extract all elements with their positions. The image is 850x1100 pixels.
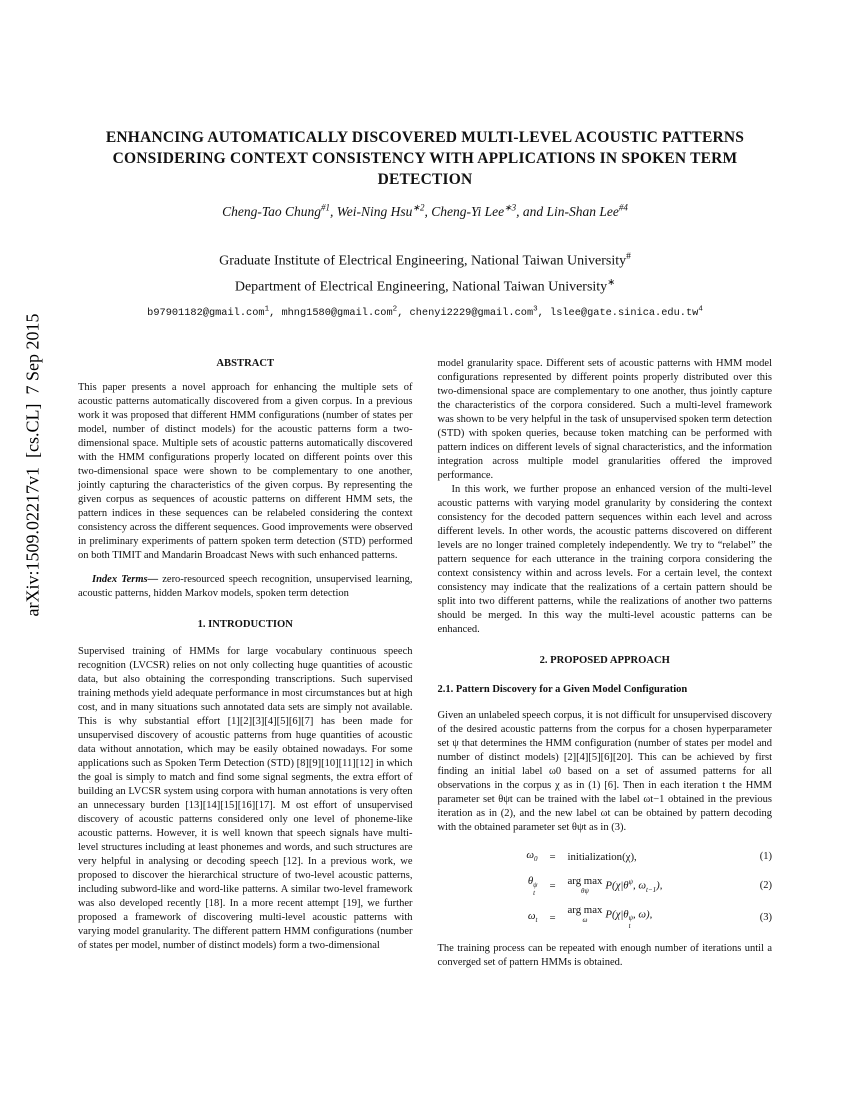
operator-underscript: ω (582, 916, 588, 925)
left-column (78, 357, 413, 970)
right-column-paragraph-2: In this work, we further propose an enhanced version of the multi-level acoustic patterns with varying model granularity by considering the context consistency for the decoded pattern sequences within each level and across different levels. In other words, the acoustic patterns discovered on different levels are no longer trained completely independently. We try to “relabel” the pattern sequence for each utterance in the training corpora considering the context consistency within and across levels. For a certain level, the context consistency may indicate that the realizations of a certain pattern should be split into two different patterns, while the realizations of another two patterns should be merged. In this way the multi-level acoustic patterns can be enhanced. (437, 484, 772, 636)
email-text: lslee@gate.sinica.edu.tw (550, 307, 699, 320)
affiliation-mark: # (626, 251, 631, 262)
training-process-paragraph: The training process can be repeated with enough number of iterations until a converged set of pattern HMMs is obtained. (437, 943, 772, 969)
author-name: Wei-Ning Hsu (336, 203, 413, 219)
email-mark: 3 (533, 305, 538, 314)
equation-2-rhs (568, 875, 741, 897)
author-affil-mark: #4 (618, 202, 628, 212)
math-text: ), (656, 879, 663, 892)
equation-2-lhs (438, 874, 538, 897)
math-var: ω (527, 909, 536, 922)
math-sub: t−1 (646, 885, 657, 894)
right-column (438, 357, 773, 970)
affiliation-text: Department of Electrical Engineering, National Taiwan University (234, 279, 608, 295)
affiliation-mark: ∗ (607, 278, 616, 289)
equation-3-relation: = (549, 911, 556, 924)
equation-1 (438, 848, 773, 866)
abstract-text: This paper presents a novel approach for enhancing the multiple sets of acoustic patterns automatically discovered from a given corpus. In a previous work it was proposed that different HMM configurations (number of states per model, number of distinct models) for the acoustic patterns form a two-dimensional space. Multiple sets of acoustic patterns automatically discovered with the HMM configurations properly located on different points over this two-dimensional space were shown to be complementary to one another, jointly capturing the characteristics of the given corpus. By representing the given corpus as sequences of acoustic patterns on different HMM sets, the pattern indices in these sequences can be relabeled considering the context consistency across the different sequences. Good improvements were observed in preliminary experiments of pattern spoken term detection (STD) performed on both TIMIT and Mandarin Broadcast News with such enhanced patterns. (78, 382, 413, 562)
email-text: mhng1580@gmail.com (281, 307, 393, 320)
author-name: Lin-Shan Lee (546, 203, 619, 219)
author-separator: , and (516, 203, 547, 219)
email-address (147, 307, 281, 319)
abstract-heading: ABSTRACT (216, 358, 275, 370)
email-address (281, 307, 409, 319)
equation-number: (2) (759, 879, 772, 891)
argmax-operator (568, 905, 603, 925)
email-address (550, 307, 703, 319)
author-name: Cheng-Yi Lee (431, 203, 505, 219)
email-text: b97901182@gmail.com (147, 307, 265, 320)
operator-text: arg max (567, 904, 603, 917)
email-address (410, 307, 550, 319)
equation-2-relation: = (549, 879, 556, 892)
math-text: , ω (632, 879, 646, 892)
equation-2 (438, 874, 773, 897)
argmax-operator (568, 876, 603, 896)
index-terms-list: zero-resourced speech recognition, unsupervised learning, acoustic patterns, hidden Markov models, spoken term detection (78, 574, 413, 600)
affiliation-line-2 (0, 272, 850, 299)
equation-3 (438, 905, 773, 930)
right-column-paragraph-1: model granularity space. Different sets of acoustic patterns with HMM model configurations represented by different points properly distributed over this two-dimensional space are complementary to one another, thus jointly capture the characteristics of the corpora considered. Such a multi-level framework was shown to be very helpful in the task of unsupervised spoken term detection (STD) with spoken queries, because token matching can be performed with pattern indices on different levels of signal characteristics, and the information integration across multiple model granularities offered the improved performance. (437, 358, 772, 482)
math-sup: ψ (628, 877, 633, 886)
operator-text: arg max (567, 875, 603, 888)
section-heading-introduction: 1. INTRODUCTION (197, 619, 293, 631)
equation-1-lhs (438, 848, 538, 866)
equation-block (438, 848, 773, 930)
author-affil-mark: ∗3 (504, 202, 517, 212)
math-var: ω (526, 849, 534, 862)
equation-number: (3) (759, 911, 772, 923)
math-sub: t (533, 888, 536, 897)
equation-3-lhs (438, 909, 538, 927)
author (337, 204, 431, 219)
math-sub: t (535, 915, 538, 924)
author-name: Cheng-Tao Chung (222, 203, 322, 219)
affiliation-line-1 (0, 246, 850, 273)
arxiv-stamp: arXiv:1509.02217v1 [cs.CL] 7 Sep 2015 (22, 313, 43, 617)
email-mark: 2 (392, 305, 398, 314)
index-terms (78, 573, 413, 601)
author-affil-mark: #1 (321, 202, 331, 212)
author (222, 204, 337, 219)
emails-line (0, 306, 850, 319)
proposed-approach-paragraph: Given an unlabeled speech corpus, it is not difficult for unsupervised discovery of the desired acoustic patterns from the corpus for a chosen hyperparameter set ψ that determines the HMM configuration (number of states per model and number of distinct models) [2][4][5][6][20]. This can be achieved by first finding an initial label ω0 based on a set of assumed patterns for all observations in the corpus χ as in (1) [6]. Then in each iteration t the HMM parameter set θψt can be trained with the label ωt−1 obtained in the previous iteration as in (2), and the new label ωt can be obtained by pattern decoding with the obtained parameter set θψt as in (3). (437, 710, 772, 834)
email-separator: , (537, 307, 551, 320)
email-separator: , (269, 307, 282, 320)
equation-1-rhs: initialization(χ), (567, 851, 637, 864)
math-text: P(χ|θ (605, 908, 629, 921)
introduction-paragraph: Supervised training of HMMs for large vocabulary continuous speech recognition (LVCSR) relies on not only collecting huge quantities of acoustic data, but also obtaining the corresponding transcriptions. Such supervised training methods yield adequate performance in most circumstances but at high cost, and in many situations such annotated data sets are simply not available. This is why substantial effort [1][2][3][4][5][6][7] has been made for unsupervised discovery of acoustic patterns from huge quantities of acoustic data without annotation, which may be easily obtained nowadays. For some applications such as Spoken Term Detection (STD) [8][9][10][11][12] in which the goal is simply to match and find some signal segments, the extra effort of building an LVCSR system using corpora with human annotations is very often an unnecessary burden [13][14][15][16][17]. M ost effort of unsupervised discovery of acoustic patterns considered only one level of phoneme-like acoustic patterns. However, it is well known that speech signals have multi-level structures including at least phonemes and words, and such structures are very helpful in analysing or decoding speech [12]. In a previous work, we proposed to discover the hierarchical structure of two-level acoustic patterns, including subword-like and word-like patterns. A similar two-level framework was also developed recently [18]. In a more recent attempt [19], we further proposed a framework of discovering multi-level acoustic patterns with varying model granularity. The different pattern HMM configurations (number of states per model, number of distinct models) form a two-dimensional (78, 646, 413, 952)
math-sub: 0 (534, 855, 538, 864)
email-text: chenyi2229@gmail.com (409, 307, 534, 320)
author-separator: , (424, 203, 432, 219)
math-sup: ψ (533, 881, 538, 890)
author (547, 204, 628, 219)
email-mark: 4 (698, 305, 703, 314)
email-separator: , (397, 307, 410, 320)
equation-number: (1) (759, 851, 772, 863)
subsection-heading-pattern-discovery: 2.1. Pattern Discovery for a Given Model Configuration (437, 684, 688, 696)
operator-underscript: θψ (581, 887, 589, 896)
math-sub: t (628, 921, 631, 930)
author-affil-mark: ∗2 (412, 202, 425, 212)
email-mark: 1 (264, 305, 270, 314)
math-text: , ω), (632, 908, 653, 921)
equation-1-relation: = (549, 851, 556, 864)
math-text: P(χ|θ (605, 879, 629, 892)
authors-line (0, 202, 850, 220)
math-var: θ (527, 875, 534, 888)
affiliation-text: Graduate Institute of Electrical Engineering, National Taiwan University (219, 253, 627, 269)
math-sup: ψ (628, 914, 633, 923)
index-terms-label: Index Terms— (92, 574, 159, 586)
paper-title: ENHANCING AUTOMATICALLY DISCOVERED MULTI-LEVEL ACOUSTIC PATTERNS CONSIDERING CONTEXT CONSISTENCY WITH APPLICATIONS IN SPOKEN TERM DETECTION (105, 129, 745, 188)
two-column-body (0, 357, 850, 970)
affiliations (0, 246, 850, 299)
author (431, 204, 546, 219)
section-heading-proposed-approach: 2. PROPOSED APPROACH (539, 655, 670, 667)
author-separator: , (330, 203, 337, 219)
equation-3-rhs (568, 905, 741, 930)
